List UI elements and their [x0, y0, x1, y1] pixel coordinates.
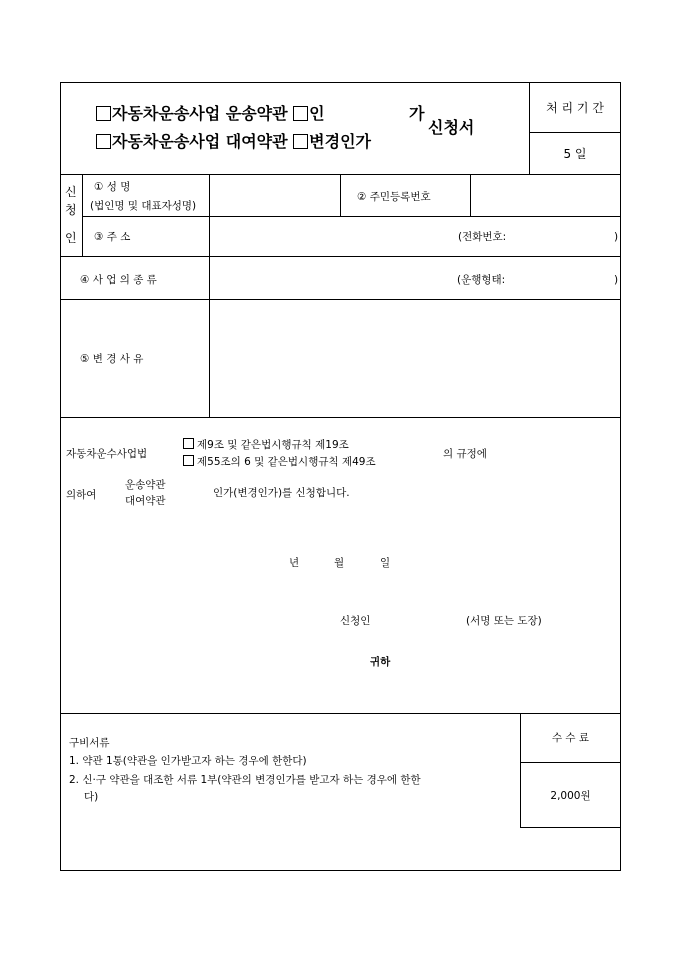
request-text: 인가(변경인가)를 신청합니다. — [213, 487, 350, 499]
title-line-2 — [96, 132, 371, 152]
checkbox-rental-terms[interactable] — [96, 134, 111, 149]
phone-close: ) — [614, 231, 619, 243]
change-reason-field[interactable] — [214, 310, 614, 410]
processing-period-value: 5 일 — [563, 147, 587, 161]
processing-period-label: 처 리 기 간 — [546, 101, 604, 115]
resident-id-label: ② 주민등록번호 — [357, 191, 431, 203]
provision-option-2 — [183, 455, 376, 469]
date-day: 일 — [380, 557, 391, 569]
addressee: 귀하 — [370, 656, 391, 668]
checkbox-transport-terms[interactable] — [96, 106, 111, 121]
title-line-1 — [96, 104, 325, 124]
fee-value: 2,000원 — [550, 790, 591, 802]
documents-item-2-line-2: 다) — [84, 791, 99, 803]
applicant-side-label-1: 신 — [65, 185, 77, 199]
operation-form-label: (운행형태: — [457, 274, 506, 286]
change-reason-label: ⑤ 변 경 사 유 — [80, 353, 144, 365]
name-sublabel: (법인명 및 대표자성명) — [90, 200, 197, 212]
checkbox-approval[interactable] — [293, 106, 308, 121]
checkbox-provision-2[interactable] — [183, 455, 194, 466]
term-rental: 대여약관 — [125, 495, 166, 507]
checkbox-provision-1[interactable] — [183, 438, 194, 449]
title-suffix: 신청서 — [428, 118, 475, 137]
name-label: ① 성 명 — [94, 181, 131, 193]
applicant-signature-label: 신청인 — [340, 615, 371, 627]
documents-item-1: 1. 약관 1통(약관을 인가받고자 하는 경우에 한한다) — [69, 755, 307, 767]
date-year: 년 — [289, 557, 300, 569]
checkbox-change-approval[interactable] — [293, 134, 308, 149]
provision-option-1 — [183, 438, 349, 452]
applicant-side-label-2: 청 — [65, 203, 77, 217]
date-month: 월 — [334, 557, 345, 569]
statement-prefix: 의하여 — [66, 489, 97, 501]
provision-option-2-label: 제55조의 6 및 같은법시행규칙 제49조 — [197, 456, 376, 468]
phone-label: (전화번호: — [458, 231, 507, 243]
provision-suffix: 의 규정에 — [443, 448, 487, 460]
fee-label: 수 수 료 — [551, 732, 590, 744]
documents-heading: 구비서류 — [69, 737, 110, 749]
applicant-side-label-3: 인 — [65, 231, 77, 245]
documents-item-2-line-1: 2. 신·구 약관을 대조한 서류 1부(약관의 변경인가를 받고자 하는 경우에 한한 — [69, 774, 421, 786]
statement-law-name: 자동차운수사업법 — [66, 448, 148, 460]
signature-instruction: (서명 또는 도장) — [466, 615, 542, 627]
title-option-approval: 인 — [309, 104, 325, 123]
title-option-transport: 자동차운송사업 운송약관 — [112, 104, 288, 123]
title-approval-ga: 가 — [409, 104, 425, 123]
title-option-change-approval: 변경인가 — [309, 132, 371, 151]
term-transport: 운송약관 — [125, 479, 166, 491]
business-type-label: ④ 사 업 의 종 류 — [80, 274, 157, 286]
address-label: ③ 주 소 — [94, 231, 131, 243]
title-option-rental: 자동차운송사업 대여약관 — [112, 132, 288, 151]
provision-option-1-label: 제9조 및 같은법시행규칙 제19조 — [197, 439, 349, 451]
operation-form-close: ) — [614, 274, 619, 286]
